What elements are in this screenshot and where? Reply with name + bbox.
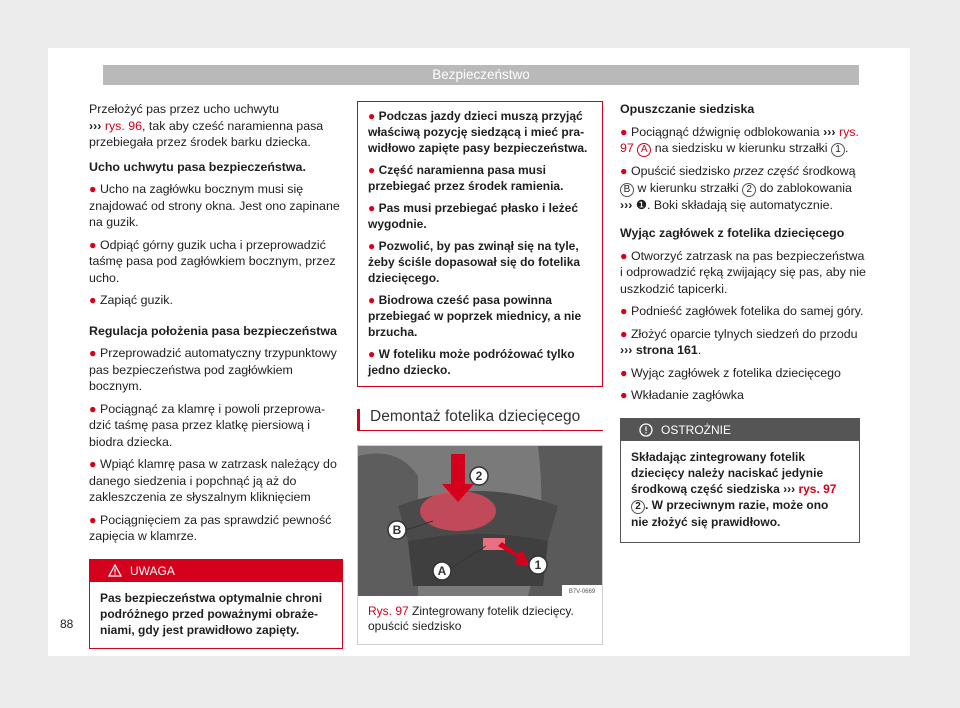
list-item: [89, 345, 343, 395]
list-item-text: w kierunku strzałki: [637, 180, 739, 195]
list-item-text: Pociągnąć dźwignię odblokowania: [630, 124, 820, 139]
list-item-text: Wpiąć klamrę pasa w zatrzask należący do danego siedzenia i popchnąć ją aż do zakleszczenia ze słyszalnym kliknięciem: [89, 457, 337, 504]
bullet-icon: ●: [89, 457, 97, 471]
list-item: [368, 292, 592, 340]
list-item-text: . Boki składają się automatycznie.: [646, 197, 833, 212]
arrow-icon: ›››: [823, 124, 836, 139]
column-right: [620, 101, 866, 543]
list-item-text: Opuścić siedzisko: [630, 164, 731, 178]
figure-link[interactable]: rys. 97: [798, 481, 837, 496]
callout-b: B: [620, 183, 634, 197]
bullet-icon: ●: [89, 512, 97, 527]
caption-ref: Rys. 97: [368, 603, 409, 618]
list-item-text: Biodrowa cześć pasa powinna przebiegać w poprzek miednicy, a nie brzucha.: [368, 293, 582, 339]
caution-text-a: Składając zintegrowany fotelik dziecięcy należy naciskać jedynie środkową część siedziska: [631, 449, 824, 496]
list-item-text: Zapiąć guzik.: [99, 293, 173, 307]
list-item-text: Odpiąć górny guzik ucha i przeprowadzić taśmę pasa pod zagłówkiem bocznym, przez ucho.: [89, 237, 336, 285]
list-item: [620, 163, 866, 213]
bullet-icon: ●: [620, 124, 628, 139]
bullet-icon: ●: [368, 293, 376, 307]
punctuation: .: [845, 141, 849, 155]
list-item: [368, 108, 592, 156]
warning-header: [90, 560, 342, 582]
caution-text-b: . W przeciwnym razie, może ono nie złożyć się prawidłowo.: [631, 497, 829, 529]
list-item: [620, 387, 866, 404]
heading-lower-seat: Opuszczanie siedziska: [620, 102, 755, 116]
column-left: [89, 101, 343, 649]
list-item-text: na siedzisku w kierunku strzałki: [654, 141, 828, 155]
bullet-icon: ●: [89, 346, 97, 360]
figure-label-2: 2: [475, 468, 483, 483]
figure-link[interactable]: rys. 96: [104, 118, 143, 133]
list-item-text: Otworzyć zatrzask na pas bezpieczeństwa i odprowadzić ręką zwijający się pas, aby nie uszkodzić tapicerki.: [620, 248, 866, 296]
page-header: Bezpieczeństwo: [103, 65, 859, 85]
list-item: [620, 124, 866, 158]
emphasis-text: przez część: [733, 164, 799, 178]
intro-paragraph: [89, 101, 343, 151]
list-item-text: Podnieść zagłówek fotelika do samej góry.: [630, 304, 864, 318]
arrow-icon: ›››: [783, 481, 796, 496]
list-item-text: Ucho na zagłówku bocznym musi się znajdować od strony okna. Jest ono zapinane na guzik.: [89, 182, 340, 229]
list-item: [89, 512, 343, 545]
list-item-text: środkową: [802, 164, 856, 178]
bullet-icon: ●: [368, 347, 376, 361]
bullet-icon: ●: [89, 401, 97, 416]
list-item-text: do zablokowania: [759, 180, 852, 195]
list-item-text: W foteliku może podróżować tylko jedno dziecko.: [368, 347, 575, 377]
page-link[interactable]: ››› strona 161: [620, 343, 698, 357]
caption-text: Zintegrowany fotelik dziecięcy. opuścić siedzisko: [368, 603, 574, 633]
section-title: Demontaż fotelika dziecięcego: [357, 409, 603, 431]
bullet-icon: ●: [89, 182, 97, 196]
list-item: [620, 326, 866, 359]
column-middle: [357, 101, 603, 645]
caution-box: [620, 418, 860, 543]
figure-code: B7V-0669: [568, 588, 596, 595]
warning-text: Pas bezpieczeństwa optymalnie chroni podróżnego przed poważnymi obrażeniami, gdy jest prawidłowo zapięty.: [100, 590, 323, 637]
punctuation: .: [697, 343, 702, 357]
callout-2: 2: [742, 183, 756, 197]
caution-title: OSTROŻNIE: [661, 422, 732, 437]
info-circle-icon: [639, 423, 653, 437]
bullet-icon: ●: [620, 326, 628, 341]
list-item-text: Pozwolić, by pas zwinął się na tyle, żeby ściśle dopasował się do fotelika dziecięcego.: [368, 239, 581, 285]
list-item: [368, 238, 592, 286]
figure-label-a: A: [437, 563, 447, 578]
intro-text: Przełożyć pas przez ucho uchwytu: [89, 102, 280, 116]
figure-97: [357, 445, 603, 645]
list-item-text: Pas musi przebiegać płasko i leżeć wygodnie.: [368, 201, 579, 231]
bullet-icon: ●: [620, 304, 628, 318]
seat-illustration: [358, 446, 602, 596]
figure-caption: [358, 596, 602, 644]
intro-text-end: , tak aby cześć naramienna pasa przebiegała przez środek barku dziecka.: [89, 118, 324, 149]
list-item: [620, 365, 866, 382]
list-item-text: Złożyć oparcie tylnych siedzeń do przodu: [630, 326, 858, 341]
warning-title: UWAGA: [130, 563, 175, 578]
list-item: [89, 237, 343, 287]
callout-1: 1: [831, 143, 845, 157]
list-item-text: Część naramienna pasa musi przebiegać przez środek ramienia.: [368, 163, 564, 193]
heading-remove-headrest: Wyjąc zagłówek z fotelika dziecięcego: [620, 226, 845, 240]
list-item-text: Przeprowadzić automatyczny trzypunktowy pas bezpieczeństwa pod zagłówkiem bocznym.: [89, 346, 337, 393]
bullet-icon: ●: [368, 109, 376, 123]
caution-text: [621, 441, 859, 542]
list-item: [89, 292, 343, 309]
warning-continuation-box: [357, 101, 603, 387]
list-item: [368, 346, 592, 378]
callout-2: 2: [631, 500, 645, 514]
caution-header: [621, 419, 859, 441]
list-item-text: Podczas jazdy dzieci muszą przyjąć właściwą pozycję siedzącą i mieć prawidłowo zapięte pasy bezpieczeństwa.: [368, 109, 588, 155]
bullet-icon: ●: [89, 237, 97, 252]
bullet-icon: ●: [368, 239, 376, 253]
bullet-icon: ●: [620, 388, 628, 402]
list-item-text: Pociągnąć za klamrę i powoli przeprowadzić taśmę pasa przez klatkę piersiową i biodra dziecka.: [89, 401, 326, 449]
heading-belt-adjust: Regulacja położenia pasa bezpieczeństwa: [89, 323, 337, 338]
list-item: [368, 162, 592, 194]
callout-a: A: [637, 143, 651, 157]
list-item: [620, 303, 866, 320]
list-item: [620, 248, 866, 298]
list-item-text: Wyjąc zagłówek z fotelika dziecięcego: [630, 365, 841, 380]
bullet-icon: ●: [89, 293, 97, 307]
bullet-icon: ●: [620, 248, 628, 263]
list-item-text: Wkładanie zagłówka: [630, 388, 744, 402]
bullet-icon: ●: [368, 163, 376, 177]
arrow-icon: ›››: [620, 197, 633, 212]
list-item-text: Pociągnięciem za pas sprawdzić pewność zapięcia w klamrze.: [89, 512, 332, 543]
figure-image: [358, 446, 602, 596]
list-item: [89, 456, 343, 506]
bullet-icon: ●: [368, 201, 376, 215]
page-number: 88: [60, 617, 74, 631]
list-item: [89, 401, 343, 451]
bullet-icon: ●: [620, 365, 628, 380]
warning-triangle-icon: [108, 564, 122, 577]
list-item: [89, 181, 343, 231]
caution-icon: ❶: [635, 197, 647, 212]
figure-label-1: 1: [534, 557, 542, 572]
warning-box: [89, 559, 343, 649]
bullet-icon: ●: [620, 164, 628, 178]
list-item: [368, 200, 592, 232]
figure-label-b: B: [392, 522, 402, 537]
heading-belt-loop: Ucho uchwytu pasa bezpieczeństwa.: [89, 159, 306, 174]
figure-link[interactable]: rys. 97: [620, 124, 859, 155]
arrow-icon: ›››: [89, 118, 102, 133]
